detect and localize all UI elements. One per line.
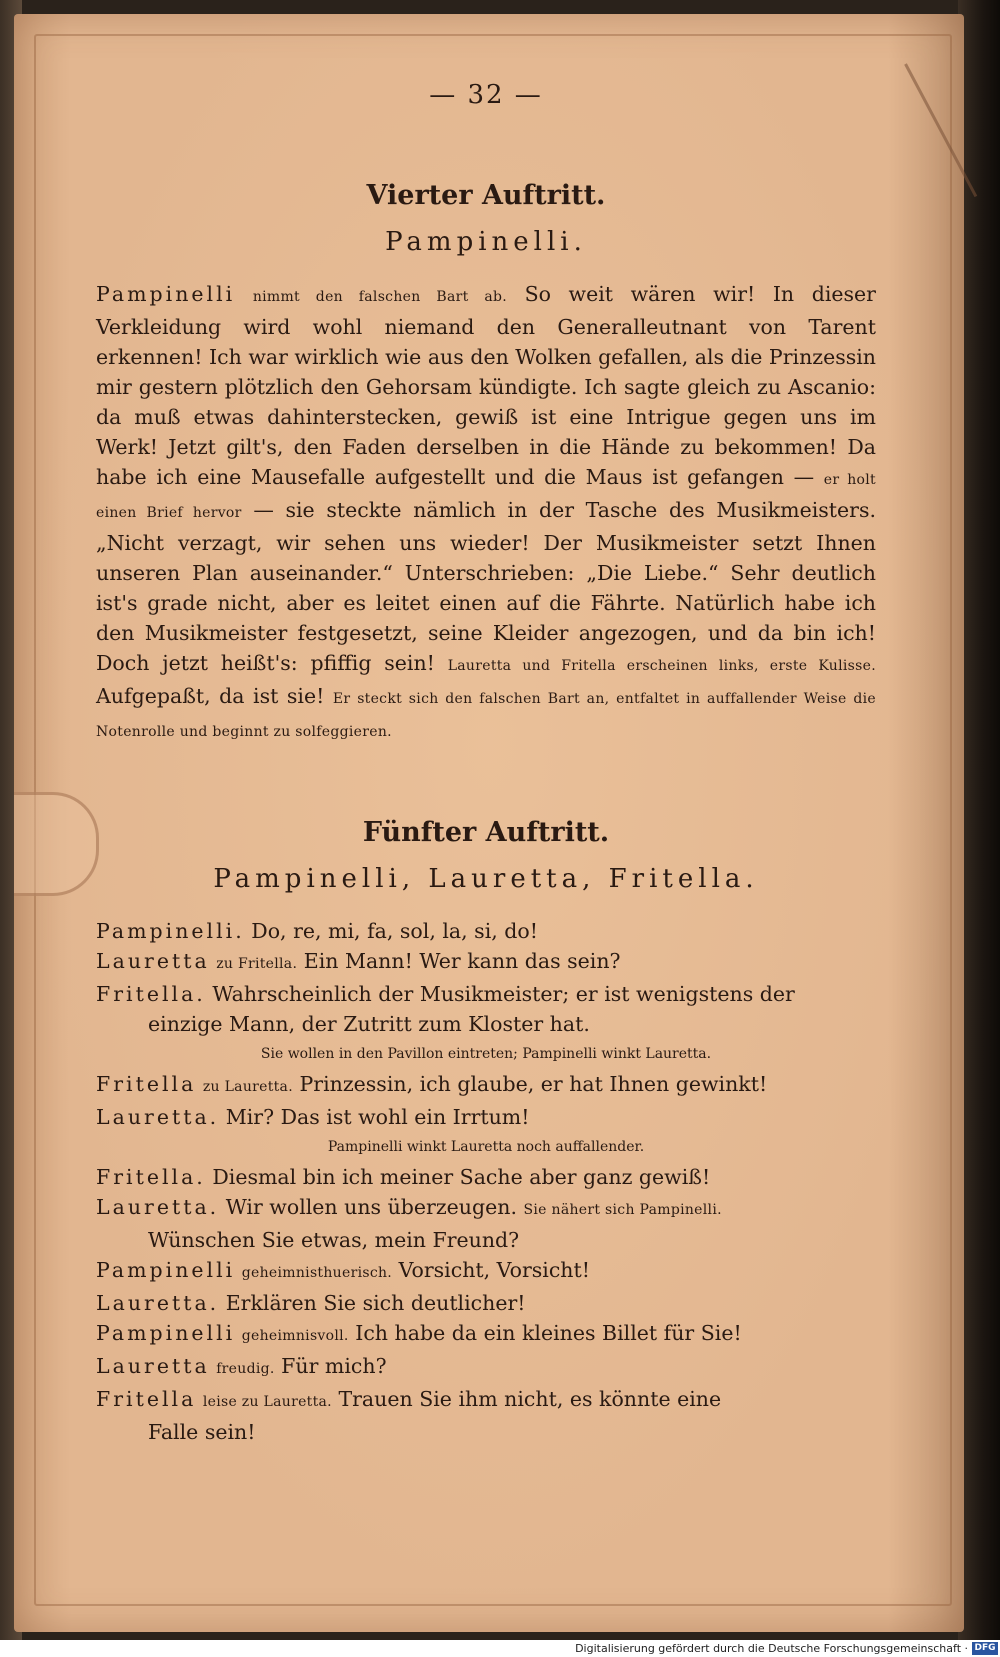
speaker-name: Pampinelli. — [96, 919, 245, 943]
dialogue-line — [96, 1069, 876, 1102]
dialogue-text: Trauen Sie ihm nicht, es könnte eine — [338, 1387, 722, 1411]
dialogue-line — [96, 1162, 876, 1192]
scene-4-monologue — [96, 279, 876, 747]
stage-direction: nimmt den falschen Bart ab. — [252, 289, 507, 305]
dialogue-text: Wünschen Sie etwas, mein Freund? — [148, 1228, 520, 1252]
dialogue-text: Prinzessin, ich glaube, er hat Ihnen gewinkt! — [299, 1072, 768, 1096]
stage-direction: Sie wollen in den Pavillon eintreten; Pampinelli winkt Lauretta. — [260, 1046, 712, 1062]
stage-direction: Sie nähert sich Pampinelli. — [523, 1202, 722, 1218]
stage-direction: freudig. — [216, 1361, 275, 1377]
stage-direction: geheimnisvoll. — [241, 1328, 349, 1344]
dialogue-line — [96, 1384, 876, 1417]
stage-direction-line — [96, 1039, 876, 1069]
page-number: — 32 — — [429, 80, 543, 110]
page-content — [96, 80, 876, 1447]
dialogue-text: Do, re, mi, fa, sol, la, si, do! — [251, 919, 538, 943]
dialogue-text: Ein Mann! Wer kann das sein? — [303, 949, 621, 973]
speaker-name: Pampinelli — [96, 282, 236, 306]
facing-page-edge — [958, 0, 1000, 1640]
stage-direction: Er steckt sich den falschen Bart an, entfaltet in auffallender Weise die Notenrolle und beginnt zu solfeggieren. — [96, 691, 876, 740]
stage-direction: Pampinelli winkt Lauretta noch auffallender. — [327, 1139, 645, 1155]
dialogue-line — [96, 916, 876, 946]
scene-5-title: Fünfter Auftritt. — [362, 817, 610, 848]
speaker-name: Fritella — [96, 1387, 197, 1411]
bookmark-tab — [14, 792, 99, 896]
dialogue-text: Falle sein! — [148, 1420, 256, 1444]
speaker-name: Lauretta. — [96, 1195, 220, 1219]
speaker-name: Lauretta. — [96, 1105, 220, 1129]
stage-direction: Lauretta und Fritella erscheinen links, erste Kulisse. — [447, 658, 876, 674]
dialogue-continuation — [96, 1009, 876, 1039]
dialogue-text: Ich habe da ein kleines Billet für Sie! — [355, 1321, 742, 1345]
section-gap — [96, 747, 876, 817]
dfg-logo-icon: DFG — [972, 1642, 998, 1655]
speaker-name: Lauretta. — [96, 1291, 220, 1315]
stage-direction: zu Fritella. — [216, 956, 298, 972]
dialogue-text: Wir wollen uns überzeugen. — [225, 1195, 517, 1219]
dialogue-continuation — [96, 1417, 876, 1447]
credit-text: Digitalisierung gefördert durch die Deutsche Forschungsgemeinschaft · — [575, 1642, 968, 1655]
stage-direction: leise zu Lauretta. — [202, 1394, 332, 1410]
dialogue-line — [96, 1102, 876, 1132]
dialogue-text: Erklären Sie sich deutlicher! — [225, 1291, 526, 1315]
dialogue-text: Wahrscheinlich der Musikmeister; er ist wenigstens der — [212, 982, 795, 1006]
scene-4-cast: Pampinelli. — [385, 227, 587, 257]
dialogue-continuation — [96, 1225, 876, 1255]
speaker-name: Pampinelli — [96, 1258, 236, 1282]
stage-direction-line — [96, 1132, 876, 1162]
dialogue-text: Für mich? — [281, 1354, 387, 1378]
dialogue-text: Aufgepaßt, da ist sie! — [96, 684, 325, 708]
dialogue-text: — sie steckte nämlich in der Tasche des Musikmeisters. „Nicht verzagt, wir sehen uns wieder! Der Musikmeister setzt Ihnen unseren Plan auseinander.“ Unterschrieben: „Die Liebe.“ Sehr deutlich ist's grade nicht, aber es leitet einen auf die Fährte. Natürlich habe ich den Musikmeister festgesetzt, seine Kleider angezogen, und da bin ich! Doch jetzt heißt's: pfiffig sein! — [96, 498, 876, 675]
stage-direction: geheimnisthuerisch. — [241, 1265, 393, 1281]
dialogue-text: So weit wären wir! In dieser Verkleidung wird wohl niemand den Generalleutnant von Tarent erkennen! Ich war wirklich wie aus den Wolken gefallen, als die Prinzessin mir gestern plötzlich den Gehorsam kündigte. Ich sagte gleich zu Ascanio: da muß etwas dahinterstecken, gewiß ist eine Intrigue gegen uns im Werk! Jetzt gilt's, den Faden derselben in die Hände zu bekommen! Da habe ich eine Mausefalle aufgestellt und die Maus ist gefangen — — [96, 282, 876, 489]
speaker-name: Fritella. — [96, 982, 206, 1006]
dialogue-line — [96, 1288, 876, 1318]
dialogue-line — [96, 946, 876, 979]
speaker-name: Lauretta — [96, 949, 210, 973]
dialogue-line — [96, 1351, 876, 1384]
stage-direction: er holt einen Brief hervor — [96, 472, 876, 521]
dialogue-line — [96, 1318, 876, 1351]
dialogue-line — [96, 1255, 876, 1288]
speaker-name: Fritella. — [96, 1165, 206, 1189]
dialogue-text: Diesmal bin ich meiner Sache aber ganz gewiß! — [212, 1165, 711, 1189]
scene-5-cast: Pampinelli, Lauretta, Fritella. — [213, 864, 759, 894]
dialogue-line — [96, 1192, 876, 1225]
speaker-name: Fritella — [96, 1072, 197, 1096]
dialogue-line — [96, 979, 876, 1009]
dialogue-text: Mir? Das ist wohl ein Irrtum! — [225, 1105, 530, 1129]
dialogue-text: einzige Mann, der Zutritt zum Kloster hat. — [148, 1012, 590, 1036]
dialogue-text: Vorsicht, Vorsicht! — [398, 1258, 590, 1282]
speaker-name: Lauretta — [96, 1354, 210, 1378]
digitization-credit — [0, 1640, 1000, 1657]
speaker-name: Pampinelli — [96, 1321, 236, 1345]
stage-direction: zu Lauretta. — [202, 1079, 293, 1095]
scene-4-title: Vierter Auftritt. — [366, 180, 606, 211]
